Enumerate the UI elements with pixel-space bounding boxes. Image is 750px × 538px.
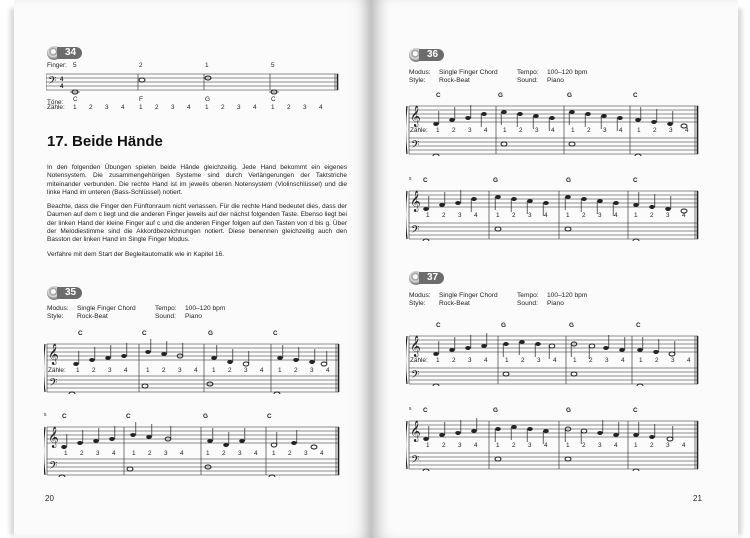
count-number: 2 <box>650 212 654 219</box>
chord-symbol: C <box>273 330 278 337</box>
chord-symbol: G <box>566 407 571 414</box>
bass-clef-icon: 𝄢 <box>411 138 420 153</box>
count-number: 2 <box>442 442 446 449</box>
count-number: 4 <box>187 104 191 111</box>
track-36-settings <box>409 69 709 87</box>
svg-text:4: 4 <box>60 84 64 90</box>
tone-name: G <box>205 96 210 103</box>
style-label: Style: <box>409 77 426 84</box>
count-number: 1 <box>212 367 216 374</box>
modus-value: Single Finger Chord <box>439 292 498 299</box>
bass-clef-icon: 𝄢 <box>49 376 58 391</box>
count-number: 3 <box>96 450 100 457</box>
count-number: 3 <box>108 367 112 374</box>
count-number: 1 <box>271 104 275 111</box>
count-number: 1 <box>278 367 282 374</box>
page-number-right: 21 <box>693 494 702 503</box>
count-number: 4 <box>614 212 618 219</box>
bass-clef-icon: 𝄢 <box>411 453 420 468</box>
count-number: 3 <box>528 442 532 449</box>
chord-symbol: G <box>566 177 571 184</box>
count-number: 1 <box>426 442 430 449</box>
finger-number: 1 <box>205 62 209 69</box>
count-number: 2 <box>653 127 657 134</box>
tempo-label: Tempo: <box>517 292 539 299</box>
count-number: 3 <box>458 212 462 219</box>
chord-symbol: C <box>636 322 641 329</box>
count-number: 1 <box>436 127 440 134</box>
count-number: 1 <box>205 104 209 111</box>
count-number: 1 <box>426 212 430 219</box>
count-number: 2 <box>89 104 93 111</box>
grand-staff-svg <box>406 415 701 471</box>
chord-symbol: G <box>498 92 503 99</box>
count-number: 4 <box>682 212 686 219</box>
finger-number: 5 <box>73 62 77 69</box>
modus-value: Single Finger Chord <box>77 305 136 312</box>
count-number: 2 <box>294 367 298 374</box>
count-label: Zähle: <box>410 127 428 134</box>
count-number: 2 <box>442 212 446 219</box>
count-number: 1 <box>496 442 500 449</box>
cd-track-number: 34 <box>57 47 82 59</box>
count-number: 1 <box>634 442 638 449</box>
count-number: 4 <box>320 450 324 457</box>
count-number: 4 <box>319 104 323 111</box>
count-number: 3 <box>671 357 675 364</box>
count-number: 2 <box>587 127 591 134</box>
count-number: 3 <box>605 357 609 364</box>
bass-clef-icon: 𝄢 <box>49 459 58 474</box>
count-number: 2 <box>221 104 225 111</box>
track-37-settings <box>409 292 709 310</box>
count-number: 2 <box>650 442 654 449</box>
body-text <box>47 164 347 265</box>
count-number: 4 <box>124 367 128 374</box>
modus-label: Modus: <box>409 292 431 299</box>
count-number: 2 <box>519 127 523 134</box>
count-number: 1 <box>132 450 136 457</box>
count-number: 4 <box>474 442 478 449</box>
count-number: 3 <box>468 357 472 364</box>
count-number: 2 <box>521 357 525 364</box>
count-number: 1 <box>139 104 143 111</box>
count-number: 3 <box>237 104 241 111</box>
count-number: 3 <box>310 367 314 374</box>
chord-symbol: G <box>493 407 498 414</box>
count-number: 2 <box>589 357 593 364</box>
count-number: 4 <box>551 127 555 134</box>
modus-label: Modus: <box>47 305 69 312</box>
treble-clef-icon: 𝄞 <box>48 344 59 364</box>
bass-staff-34 <box>46 70 342 100</box>
sound-value: Piano <box>185 313 202 320</box>
count-number: 4 <box>484 127 488 134</box>
grand-staff-svg <box>44 338 342 394</box>
count-number: 3 <box>666 212 670 219</box>
chord-symbol: C <box>633 92 638 99</box>
count-number: 1 <box>505 357 509 364</box>
grand-staff-svg <box>44 421 342 477</box>
sound-label: Sound: <box>155 313 176 320</box>
style-value: Rock-Beat <box>439 300 470 307</box>
treble-clef-icon: 𝄞 <box>410 421 421 441</box>
count-number: 4 <box>326 367 330 374</box>
treble-clef-icon: 𝄞 <box>410 336 421 356</box>
count-number: 3 <box>603 127 607 134</box>
count-number: 4 <box>260 367 264 374</box>
chord-symbol: G <box>493 177 498 184</box>
treble-clef-icon: 𝄞 <box>410 106 421 126</box>
chord-symbol: C <box>436 92 441 99</box>
count-number: 3 <box>535 127 539 134</box>
count-number: 1 <box>634 212 638 219</box>
chord-symbol: G <box>501 322 506 329</box>
style-value: Rock-Beat <box>439 77 470 84</box>
count-number: 4 <box>614 442 618 449</box>
count-number: 1 <box>571 127 575 134</box>
section-title: 17. Beide Hände <box>47 133 163 150</box>
count-number: 4 <box>553 357 557 364</box>
tempo-value: 100–120 bpm <box>547 69 588 76</box>
chord-symbol: G <box>569 322 574 329</box>
style-label: Style: <box>409 300 426 307</box>
count-number: 3 <box>304 450 308 457</box>
count-number: 3 <box>105 104 109 111</box>
sound-value: Piano <box>547 77 564 84</box>
count-number: 3 <box>468 127 472 134</box>
chord-symbol: C <box>78 330 83 337</box>
count-number: 4 <box>474 212 478 219</box>
count-number: 1 <box>573 357 577 364</box>
cd-track-number: 35 <box>57 287 82 299</box>
count-number: 2 <box>155 104 159 111</box>
treble-clef-icon: 𝄞 <box>410 191 421 211</box>
count-number: 4 <box>682 442 686 449</box>
finger-label: Finger: <box>47 62 67 69</box>
cd-track-number: 37 <box>419 272 444 284</box>
count-number: 2 <box>452 127 456 134</box>
chord-symbol: C <box>126 413 131 420</box>
count-number: 3 <box>666 442 670 449</box>
svg-text:4: 4 <box>60 77 64 83</box>
finger-number: 5 <box>271 62 275 69</box>
sound-label: Sound: <box>517 300 538 307</box>
count-number: 4 <box>687 357 691 364</box>
modus-label: Modus: <box>409 69 431 76</box>
count-number: 1 <box>272 450 276 457</box>
tempo-label: Tempo: <box>517 69 539 76</box>
bass-clef-icon: 𝄢 <box>411 223 420 238</box>
count-number: 4 <box>544 212 548 219</box>
paragraph: In den folgenden Übungen spielen beide Hände gleichzeitig. Jede Hand bekommt ein eigenes Notensystem. Die zusammengehörigen Systeme sind durch Verlängerungen der Taktstriche miteinander verbunden. Die rechte Hand ist im jeweils oberen Notensystem (Violinschlüssel) und die linke Hand im unteren (Bass-Schlüssel) notiert. <box>47 164 347 196</box>
count-number: 3 <box>171 104 175 111</box>
count-number: 3 <box>669 127 673 134</box>
count-number: 4 <box>621 357 625 364</box>
bass-clef-icon: 𝄢 <box>411 368 420 383</box>
count-number: 3 <box>244 367 248 374</box>
count-number: 3 <box>458 442 462 449</box>
tone-name: C <box>73 96 78 103</box>
tempo-label: Tempo: <box>155 305 177 312</box>
count-number: 1 <box>566 212 570 219</box>
count-number: 1 <box>436 357 440 364</box>
count-number: 2 <box>582 212 586 219</box>
count-number: 1 <box>76 367 80 374</box>
count-label: Zähle: <box>48 367 66 374</box>
count-number: 4 <box>121 104 125 111</box>
sound-label: Sound: <box>517 77 538 84</box>
paragraph: Beachte, dass die Finger den Fünftonraum nicht verlassen. Für die rechte Hand bedeutet dies, dass der Daumen auf dem c liegt und die anderen Finger jeweils auf der nächst folgenden Taste. Ebenso liegt bei der linken Hand der kleine Finger auf c und die anderen Finger folgen auf den Tasten von d bis g. Über der Melodiestimme sind die Akkordbezeichnungen notiert. Diese benennen gleichzeitig auch den Basston der linken Hand im Single Finger Modus. <box>47 203 347 244</box>
count-number: 1 <box>639 357 643 364</box>
count-number: 1 <box>73 104 77 111</box>
count-number: 2 <box>452 357 456 364</box>
count-number: 3 <box>178 367 182 374</box>
count-number: 1 <box>566 442 570 449</box>
count-number: 4 <box>544 442 548 449</box>
bass-clef-icon: 𝄢 <box>48 74 57 89</box>
cd-track-number: 36 <box>419 49 444 61</box>
sound-value: Piano <box>547 300 564 307</box>
count-number: 4 <box>685 127 689 134</box>
tone-label: Töne: <box>47 99 64 106</box>
chord-symbol: G <box>567 92 572 99</box>
count-label: Zähle: <box>47 104 65 111</box>
count-number: 4 <box>619 127 623 134</box>
count-number: 2 <box>222 450 226 457</box>
count-number: 4 <box>194 367 198 374</box>
count-number: 2 <box>148 450 152 457</box>
count-number: 2 <box>582 442 586 449</box>
book-spread: 34 Finger: 5 2 1 5 𝄢 4 4 Töne: C F G C Zähle: 1 2 3 4 1 2 3 4 1 2 3 4 1 2 3 4 17. Beide Hände In den folgenden Übungen spielen beide Hände gleichzeitig. Jede Hand bekommt ein eigenes Notensystem. Die zusammengehörigen Systeme sind durch Verlängerungen der Taktstriche miteinander verbunden. Die rechte Hand ist im jeweils oberen Notensystem (Violinschlüssel) und die linke Hand im unteren (Bass-Schlüssel) notiert. Beachte, dass die Finger den Fünftonraum nicht verlassen. Für die rechte Hand bedeutet dies, dass der Daumen auf dem c liegt und die anderen Finger jeweils auf der nächst folgenden Taste. Ebenso liegt bei der linken Hand der kleine Finger auf c und die anderen Finger folgen auf den Tasten von d bis g. Über der Melodiestimme sind die Akkordbezeichnungen notiert. Diese benennen gleichzeitig auch den Basston der linken Hand im Single Finger Modus. Verfahre mit dem Start der Begleitautomatik wie in Kapitel 16. 35 Modus: Single Finger Chord Tempo: 100–120 bpm Style: Rock-Beat Sound: Piano C C G C 𝄞 𝄢 Zähle: 1 2 3 4 1 2 3 4 1 2 3 4 1 2 3 4 5 C C G C 𝄞 𝄢 1 2 3 4 1 2 3 4 1 2 3 4 1 2 3 4 20 36 Modus: Single Finger Chord Tempo: 100–120 bpm Style: Rock-Beat Sound: Piano C G G C 𝄞 𝄢 Zähle: 1 2 3 4 1 2 3 4 1 2 3 4 1 2 3 4 5 C G G C 𝄞 𝄢 1 2 3 4 1 2 3 4 1 2 3 4 1 2 3 4 37 Modus: Single Finger Chord Tempo: 100–120 bpm Style: Rock-Beat Sound: Piano C G G C 𝄞 𝄢 Zähle: 1 2 3 4 1 2 3 4 1 2 3 4 1 2 3 4 5 C G G C 𝄞 𝄢 1 2 3 4 1 2 3 4 1 2 3 4 1 2 3 4 21 <box>0 0 750 538</box>
count-number: 2 <box>512 442 516 449</box>
count-number: 1 <box>146 367 150 374</box>
count-number: 3 <box>164 450 168 457</box>
count-number: 3 <box>238 450 242 457</box>
count-number: 1 <box>496 212 500 219</box>
tone-name: F <box>139 96 143 103</box>
track-35-settings <box>47 305 347 323</box>
count-number: 1 <box>64 450 68 457</box>
count-number: 2 <box>287 104 291 111</box>
count-number: 2 <box>80 450 84 457</box>
count-number: 3 <box>528 212 532 219</box>
count-number: 4 <box>112 450 116 457</box>
count-number: 4 <box>253 104 257 111</box>
chord-symbol: C <box>267 413 272 420</box>
chord-symbol: C <box>142 330 147 337</box>
count-number: 1 <box>503 127 507 134</box>
count-number: 2 <box>228 367 232 374</box>
count-number: 4 <box>180 450 184 457</box>
style-label: Style: <box>47 313 64 320</box>
paragraph: Verfahre mit dem Start der Begleitautomatik wie in Kapitel 16. <box>47 250 225 258</box>
chord-symbol: C <box>423 407 428 414</box>
tempo-value: 100–120 bpm <box>185 305 226 312</box>
style-value: Rock-Beat <box>77 313 108 320</box>
count-number: 3 <box>598 212 602 219</box>
treble-clef-icon: 𝄞 <box>48 427 59 447</box>
chord-symbol: C <box>423 177 428 184</box>
chord-symbol: C <box>436 322 441 329</box>
chord-symbol: C <box>62 413 67 420</box>
count-number: 3 <box>537 357 541 364</box>
count-number: 2 <box>655 357 659 364</box>
count-number: 2 <box>288 450 292 457</box>
count-number: 4 <box>254 450 258 457</box>
chord-symbol: C <box>633 407 638 414</box>
count-number: 4 <box>484 357 488 364</box>
modus-value: Single Finger Chord <box>439 69 498 76</box>
count-number: 1 <box>637 127 641 134</box>
count-label: Zähle: <box>410 357 428 364</box>
chord-symbol: C <box>633 177 638 184</box>
chord-symbol: G <box>203 413 208 420</box>
count-number: 3 <box>598 442 602 449</box>
count-number: 2 <box>92 367 96 374</box>
count-number: 2 <box>512 212 516 219</box>
grand-staff-svg <box>406 185 701 241</box>
chord-symbol: G <box>208 330 213 337</box>
tone-name: C <box>271 96 276 103</box>
page-number-left: 20 <box>45 494 54 503</box>
count-number: 2 <box>162 367 166 374</box>
finger-number: 2 <box>139 62 143 69</box>
tempo-value: 100–120 bpm <box>547 292 588 299</box>
count-number: 3 <box>303 104 307 111</box>
count-number: 1 <box>206 450 210 457</box>
